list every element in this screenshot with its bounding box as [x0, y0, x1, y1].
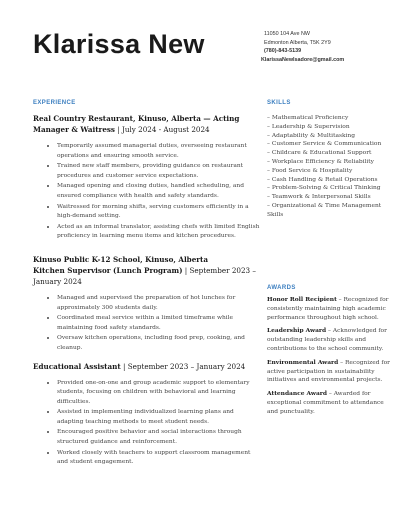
list-item: • Managed opening and closing duties, handled scheduling, and ensured compliance with health and safety standards. [57, 181, 260, 201]
award-description: – Recognized for active participation in sustainability initiatives and environmental projects. [267, 359, 390, 384]
awards-list [267, 296, 395, 422]
skill-item: – Mathematical Proficiency [267, 115, 349, 121]
job-dates: | September 2023 – January 2024 [120, 361, 246, 371]
phone-number: (780)-843-5139 [264, 48, 302, 55]
award-item [267, 327, 395, 353]
job-role-text: Educational Assistant [33, 361, 121, 371]
job-bullets [33, 378, 260, 468]
skill-item: – Food Service & Hospitality [267, 167, 353, 174]
list-item: • Encouraged positive behavior and social interactions through structured guidance and reinforcement. [57, 427, 260, 447]
award-description: – Awarded for exceptional commitment to attendance and punctuality. [267, 391, 384, 415]
award-title: Environmental Award [267, 358, 339, 366]
job-role [33, 265, 260, 287]
award-title: Leadership Award [267, 327, 327, 335]
job-dates: | September 2023 – January 2024 [33, 265, 256, 286]
list-item: • Provided one-on-one and group academic support to elementary students, focusing on children with behavioral and learning difficulties. [57, 378, 260, 408]
skill-item: – Adaptability & Multitasking [267, 132, 355, 139]
email-address: KlarissaNewlsadore@gmail.com [261, 56, 345, 63]
award-item [267, 359, 395, 385]
job-entry [33, 113, 260, 242]
list-item: • Assisted in implementing individualized learning plans and adapting teaching methods to meet student needs. [57, 407, 260, 427]
list-item: • Waitressed for morning shifts, serving customers efficiently in a high-demand setting. [57, 202, 260, 222]
list-item: • Managed and supervised the preparation of hot lunches for approximately 300 students daily. [57, 293, 260, 313]
skills-heading: SKILLS [267, 100, 291, 106]
job-title-text: Real Country Restaurant, Kinuso, Alberta — Acting Manager & Waitress [33, 114, 240, 134]
candidate-name: Klarissa New [33, 29, 205, 59]
list-item: • Coordinated meal service within a limited timeframe while maintaining food safety standards. [57, 313, 260, 333]
job-bullets [33, 141, 260, 242]
award-description: – Acknowledged for outstanding leadership skills and contributions to the school community. [267, 328, 387, 352]
skill-item: – Organizational & Time Management Skills [267, 202, 382, 218]
address-line-2: Edmonton Alberta, T5K 2Y9 [264, 39, 331, 46]
job-role [33, 361, 260, 372]
job-role-text: Kitchen Supervisor (Lunch Program) [33, 265, 183, 275]
list-item: • Acted as an informal translator, assisting chefs with limited English proficiency in learning menu items and kitchen procedures. [57, 222, 260, 242]
job-entry [33, 254, 260, 354]
list-item: • Oversaw kitchen operations, including food prep, cooking, and cleanup. [57, 333, 260, 353]
job-dates: | July 2024 - August 2024 [114, 125, 210, 134]
skill-item: – Childcare & Educational Support [267, 150, 372, 157]
award-description: – Recognized for consistently maintaining high academic performance throughout high school. [267, 297, 389, 321]
employer-name: Kinuso Public K-12 School, Kinuso, Alberta [33, 254, 209, 264]
award-title: Attendance Award [267, 390, 327, 398]
awards-heading: AWARDS [267, 285, 296, 291]
list-item: • Worked closely with teachers to support classroom management and student engagement. [57, 448, 260, 468]
job-entry [33, 361, 260, 468]
list-item: • Temporarily assumed managerial duties, overseeing restaurant operations and ensuring smooth service. [57, 141, 260, 161]
skill-item: – Teamwork & Interpersonal Skills [267, 194, 371, 201]
skill-item: – Leadership & Supervision [267, 123, 350, 130]
contact-block [261, 30, 399, 64]
job-bullets [33, 293, 260, 354]
award-item [267, 390, 395, 416]
skill-item: – Workplace Efficiency & Reliability [267, 158, 374, 165]
skill-item: – Cash Handling & Retail Operations [267, 176, 378, 183]
award-title: Honor Roll Recipient [267, 296, 337, 303]
list-item: • Trained new staff members, providing guidance on restaurant procedures and customer service expectations. [57, 161, 260, 181]
experience-heading: EXPERIENCE [33, 100, 76, 106]
skill-item: – Customer Service & Communication [267, 141, 382, 148]
address-line-1: 11050 104 Ave NW [264, 31, 310, 37]
skills-list [267, 114, 395, 220]
experience-section [33, 113, 260, 468]
job-title [33, 113, 260, 135]
skill-item: – Problem-Solving & Critical Thinking [267, 185, 381, 192]
award-item [267, 296, 395, 322]
